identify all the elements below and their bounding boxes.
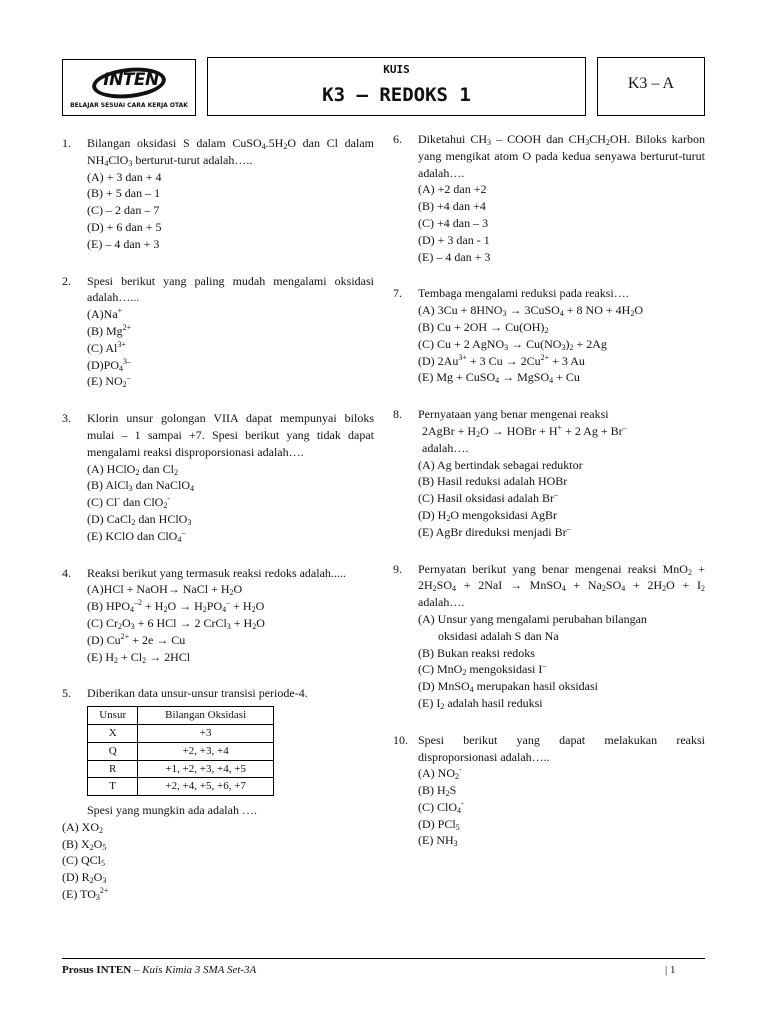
- option-sup: 2+: [122, 322, 132, 332]
- option-sup: –: [126, 373, 131, 383]
- option-text: (D) 2Au: [418, 353, 459, 368]
- option-sub: 5: [101, 859, 105, 869]
- option-sub: 2: [89, 876, 94, 886]
- option[interactable]: [87, 340, 374, 357]
- reaction-equation: [418, 423, 705, 440]
- option-text: dan ClO: [120, 495, 164, 510]
- table-cell: +3: [138, 724, 274, 742]
- option-sub: 2: [202, 605, 207, 615]
- stem-text: ClO: [108, 152, 129, 167]
- option[interactable]: [418, 782, 705, 799]
- eq-text: O → HOBr + H: [480, 423, 558, 438]
- eq-sup: +: [557, 422, 563, 432]
- option-text: O: [233, 582, 243, 597]
- option-sup: 2+: [540, 352, 550, 362]
- option-sub: 4: [190, 484, 194, 494]
- option-text: (C) Al: [87, 340, 118, 355]
- option[interactable]: [87, 615, 374, 632]
- option-text: mengoksidasi I: [466, 662, 543, 677]
- stem-sub: 3: [128, 158, 133, 168]
- question-2: [62, 273, 374, 391]
- footer-divider: [62, 958, 705, 959]
- option-sub: 2: [630, 309, 635, 319]
- stem-text: + 2H: [418, 561, 705, 593]
- option-text: + H: [142, 599, 164, 614]
- option[interactable]: [87, 581, 374, 598]
- eq-sup: –: [622, 422, 627, 432]
- option-text: O → H: [167, 599, 203, 614]
- page-number: | 1: [665, 964, 676, 976]
- option-text: oksidasi adalah S dan Na: [438, 628, 559, 643]
- stem-sub: 4: [104, 158, 109, 168]
- option[interactable]: (D) + 6 dan + 5: [87, 219, 162, 234]
- code-box: [597, 57, 705, 116]
- option[interactable]: (E) – 4 dan + 3: [87, 236, 160, 251]
- option[interactable]: [87, 373, 374, 390]
- option-sub: 5: [102, 842, 107, 852]
- option-text: O: [255, 599, 265, 614]
- option-text: (D) PCl: [418, 816, 456, 831]
- option[interactable]: [87, 357, 374, 374]
- eq-text: 2AgBr + H: [422, 423, 477, 438]
- option[interactable]: [418, 336, 705, 353]
- option-text: (E) Mg + CuSO: [418, 370, 496, 385]
- option-sup: –: [226, 598, 231, 608]
- question-7: [393, 285, 705, 386]
- question-stem: Diberikan data unsur-unsur transisi periode-4.: [87, 686, 308, 701]
- option[interactable]: [87, 306, 374, 323]
- option[interactable]: [62, 886, 374, 903]
- stem-sub: 4: [261, 142, 266, 151]
- option-sub: 3: [102, 876, 107, 886]
- option-text: dan NaClO: [132, 478, 190, 493]
- question-9: [393, 561, 705, 712]
- option-sub: 2: [455, 772, 459, 782]
- eq-sub: 2: [476, 429, 481, 439]
- question-number: 6.: [393, 132, 402, 146]
- option-text: merupakan hasil oksidasi: [473, 679, 598, 694]
- option-text: (A)HCl + NaOH→ NaCl + H: [87, 582, 230, 597]
- table-cell: +2, +4, +5, +6, +7: [138, 778, 274, 796]
- option[interactable]: [87, 598, 374, 615]
- stem-sub: 2: [662, 584, 667, 594]
- option-sub: 2: [99, 825, 103, 835]
- question-number: 5.: [62, 686, 71, 701]
- stem-sub: 2: [687, 567, 692, 577]
- option-sup: –: [542, 661, 547, 671]
- stem-sub: 2: [605, 138, 610, 147]
- stem-text: Pernyatan berikut yang benar mengenai reaksi MnO: [418, 561, 688, 576]
- table-cell: R: [88, 760, 138, 778]
- question-number: 10.: [393, 732, 408, 747]
- right-column: [393, 131, 705, 869]
- option[interactable]: [418, 695, 705, 712]
- option-sub: 2: [445, 789, 450, 799]
- table-row: [88, 724, 274, 742]
- option[interactable]: [87, 323, 374, 340]
- option[interactable]: (A) Ag bertindak sebagai reduktor: [418, 457, 583, 472]
- option[interactable]: [87, 461, 374, 478]
- option-sub: 3: [95, 893, 100, 903]
- option-text: + 8 NO + 4H: [563, 303, 631, 318]
- question-number: 8.: [393, 407, 402, 422]
- option-text: → MgSO: [499, 370, 550, 385]
- left-column: [62, 135, 374, 923]
- title-box: [207, 57, 586, 116]
- option-text: (E) NO: [87, 374, 123, 389]
- option[interactable]: [418, 490, 705, 507]
- stem-sub: 4: [621, 584, 626, 594]
- stem-sub: 2: [601, 584, 606, 594]
- option-sub: 2: [462, 668, 467, 678]
- option-text: O: [256, 615, 265, 630]
- option[interactable]: (A) +2 dan +2: [418, 182, 487, 197]
- table-cell: X: [88, 724, 138, 742]
- stem-text: berturut-turut adalah…..: [132, 152, 253, 167]
- option-text: → 3CuSO: [506, 303, 560, 318]
- stem-sub: 4: [452, 584, 457, 594]
- stem-text: CH: [589, 132, 606, 146]
- option-sub: 4: [177, 534, 182, 544]
- question-stem: [87, 135, 374, 169]
- option-text: (B) AlCl: [87, 478, 129, 493]
- option-sub: 4: [222, 605, 227, 615]
- table-header-row: [88, 707, 274, 725]
- option[interactable]: [62, 836, 374, 853]
- option-sup: -: [459, 765, 462, 775]
- question-stem: [418, 131, 705, 181]
- option[interactable]: [418, 302, 705, 319]
- option-text: O mengoksidasi AgBr: [450, 507, 557, 522]
- option[interactable]: [418, 816, 705, 833]
- table-row: [88, 742, 274, 760]
- question-10: [393, 732, 705, 850]
- option-sub: 2: [131, 517, 136, 527]
- option-sup: 3+: [117, 339, 126, 349]
- option[interactable]: [87, 649, 374, 666]
- option-sub: 2: [163, 605, 168, 615]
- eq-text: + 2 Ag + Br: [562, 423, 623, 438]
- logo-tagline: BELAJAR SESUAI CARA KERJA OTAK: [70, 102, 188, 109]
- table-row: [88, 778, 274, 796]
- question-6: [393, 131, 705, 265]
- option-text: O: [93, 836, 103, 851]
- option-sup: –: [566, 523, 571, 533]
- option-text: adalah hasil reduksi: [444, 695, 543, 710]
- stem-text: + 2NaI → MnSO: [456, 578, 562, 593]
- option-text: (D) Cu: [87, 632, 121, 647]
- stem-text: + 2H: [625, 578, 663, 593]
- table-cell: T: [88, 778, 138, 796]
- option[interactable]: [418, 678, 705, 695]
- option-sub: 4: [457, 805, 461, 815]
- option[interactable]: (B) +4 dan +4: [418, 199, 486, 214]
- option-text: (B) Cu + 2OH → Cu(OH): [418, 319, 545, 334]
- option[interactable]: (A) + 3 dan + 4: [87, 169, 162, 184]
- option-sub: 2: [135, 467, 140, 477]
- option-text: + 2Ag: [573, 336, 607, 351]
- question-stem: Tembaga mengalami reduksi pada reaksi….: [418, 286, 629, 301]
- option-sup: –: [181, 527, 186, 537]
- table-cell: +1, +2, +3, +4, +5: [138, 760, 274, 778]
- option-sub: 4: [495, 376, 500, 386]
- question-3: [62, 410, 374, 544]
- stem-text: O + I: [666, 578, 702, 593]
- option-text: (E) I: [418, 695, 441, 710]
- stem-sub: 3: [487, 138, 492, 147]
- question-stem: Spesi berikut yang paling mudah mengalami oksidasi adalah…...: [87, 273, 374, 305]
- quiz-label: KUIS: [383, 63, 410, 76]
- option-sub: 3: [187, 517, 192, 527]
- stem-text: OH. Biloks karbon yang mengikat atom O pada kedua senyawa berturut-turut adalah….: [418, 132, 705, 180]
- question-8: [393, 406, 705, 540]
- option[interactable]: [87, 632, 374, 649]
- stem-text: Diketahui CH: [418, 132, 488, 146]
- question-stem: Spesi berikut yang dapat melakukan reaksi disproporsionasi adalah…..: [418, 732, 705, 764]
- question-stem: Reaksi berikut yang termasuk reaksi redoks adalah.....: [87, 565, 346, 580]
- stem-sub: 2: [283, 142, 288, 151]
- question-4: [62, 565, 374, 666]
- option-sup: 2+: [99, 886, 109, 896]
- option[interactable]: (B) Hasil reduksi adalah HOBr: [418, 474, 568, 489]
- option-sub: 2: [252, 621, 257, 631]
- option-text: S: [449, 783, 457, 798]
- option[interactable]: [87, 494, 374, 511]
- option-sub: 4: [559, 309, 564, 319]
- option[interactable]: (E) – 4 dan + 3: [418, 249, 491, 264]
- option-sup: +: [117, 306, 123, 316]
- option[interactable]: [418, 611, 705, 645]
- stem-text: – COOH dan CH: [491, 132, 586, 146]
- question-stem: Pernyataan yang benar mengenai reaksi: [418, 407, 609, 422]
- option[interactable]: [418, 765, 705, 782]
- stem-sub: 2: [432, 584, 437, 594]
- option-text: (C) MnO: [418, 662, 463, 677]
- option-text: (C) Hasil oksidasi adalah Br: [418, 491, 554, 506]
- option-sub: 2: [229, 588, 234, 598]
- option-text: dan HClO: [135, 511, 188, 526]
- option-text: (A) Unsur yang mengalami perubahan bilangan: [418, 611, 647, 626]
- option-text: O: [122, 615, 131, 630]
- option-sub: 3: [561, 342, 566, 352]
- option-text: (A) XO: [62, 819, 99, 834]
- option-text: → 2HCl: [146, 649, 191, 664]
- question-1: [62, 135, 374, 253]
- option[interactable]: [418, 832, 705, 849]
- option-text: (A)Na: [87, 307, 118, 322]
- option-text: (E) H: [87, 649, 114, 664]
- option[interactable]: (B) + 5 dan – 1: [87, 186, 161, 201]
- option-sub: 2: [446, 513, 451, 523]
- option-text: dan Cl: [139, 461, 174, 476]
- option-text: + 2e → Cu: [129, 632, 186, 647]
- question-number: 1.: [62, 136, 71, 150]
- option-sub: 4: [469, 685, 474, 695]
- option-text: (C) Cu + 2 AgNO: [418, 336, 505, 351]
- option-text: (C) QCl: [62, 853, 101, 868]
- option[interactable]: [418, 319, 705, 336]
- table-header: Unsur: [88, 707, 138, 725]
- option-text: (E) TO: [62, 887, 96, 902]
- option-sub: 3: [226, 621, 231, 631]
- option-sup: –: [553, 490, 558, 500]
- option-text: (A) NO: [418, 766, 455, 781]
- question-stem: Klorin unsur golongan VIIA dapat mempunyai biloks mulai – 1 sampai +7. Spesi berikut yang tidak dapat mengalami reaksi disproporsionasi adalah….: [87, 411, 374, 459]
- option-text: O: [93, 870, 103, 885]
- option-sub: 3: [130, 621, 135, 631]
- option-text: + 3 Au: [549, 353, 585, 368]
- question-number: 7.: [393, 286, 402, 301]
- option-text: PO: [206, 599, 223, 614]
- stem-text: O dan Cl dalam NH: [87, 136, 374, 167]
- option-text: (D) R: [62, 870, 90, 885]
- table-cell: Q: [88, 742, 138, 760]
- stem-text: SO: [605, 578, 622, 593]
- option[interactable]: (B) Bukan reaksi redoks: [418, 645, 535, 660]
- footer-brand: Prosus INTEN: [62, 964, 132, 976]
- option[interactable]: [418, 661, 705, 678]
- option-sub: 2: [118, 621, 122, 631]
- option-text: (E) NH: [418, 833, 454, 848]
- option[interactable]: (D) + 3 dan - 1: [418, 232, 490, 247]
- option[interactable]: (C) – 2 dan – 7: [87, 203, 160, 218]
- option-sub: 3: [502, 309, 507, 319]
- option-text: (D)PO: [87, 357, 119, 372]
- question-stem: [418, 561, 705, 611]
- option-sub: 2: [174, 467, 178, 477]
- option-text: O: [634, 303, 643, 318]
- option-text: (B) H: [418, 783, 446, 798]
- option-sub: 3: [128, 484, 133, 494]
- option-text: (A) HClO: [87, 461, 136, 476]
- option-sub: 3: [504, 342, 509, 352]
- option-sub: 2: [122, 380, 127, 390]
- option-sub: 2: [163, 501, 168, 511]
- option[interactable]: [62, 869, 374, 886]
- option-sub: 2: [569, 342, 574, 352]
- set-code: K3 – A: [627, 75, 675, 92]
- stem-text: SO: [436, 578, 453, 593]
- table-header: Bilangan Oksidasi: [138, 707, 274, 725]
- option[interactable]: [418, 353, 705, 370]
- option[interactable]: [87, 528, 374, 545]
- option-sup: -: [167, 494, 171, 504]
- option[interactable]: [418, 799, 705, 816]
- option[interactable]: [62, 852, 374, 869]
- stem-text: .5H: [265, 136, 284, 150]
- option[interactable]: [62, 819, 374, 836]
- option-text: + H: [230, 599, 252, 614]
- question-stem-2: Spesi yang mungkin ada adalah ….: [87, 803, 257, 818]
- option-text: (C) ClO: [418, 799, 457, 814]
- option-text: + 3 Cu → 2Cu: [466, 353, 541, 368]
- table-row: [88, 760, 274, 778]
- option-text: (C) Cl: [87, 495, 118, 510]
- option-sub: 2: [142, 655, 147, 665]
- option-sub: 2: [544, 325, 549, 335]
- footer-dash: –: [131, 964, 143, 976]
- option[interactable]: [87, 477, 374, 494]
- table-cell: +2, +3, +4: [138, 742, 274, 760]
- question-number: 3.: [62, 411, 71, 426]
- question-number: 2.: [62, 273, 71, 288]
- option-sub: 2: [251, 605, 256, 615]
- option[interactable]: [418, 369, 705, 386]
- option-text: + Cl: [118, 649, 143, 664]
- option-sup: 2+: [120, 631, 130, 641]
- stem-sub: 2: [701, 584, 706, 594]
- question-5: [62, 685, 374, 903]
- stem-text: adalah….: [418, 595, 465, 610]
- stem-text: + Na: [565, 578, 602, 593]
- option-text: + H: [230, 615, 253, 630]
- option-text: (A) 3Cu + 8HNO: [418, 303, 503, 318]
- option-text: → Cu(NO: [508, 336, 562, 351]
- footer-text: [62, 964, 256, 976]
- stem-sub: 3: [585, 138, 590, 147]
- option-text: (D) MnSO: [418, 679, 470, 694]
- option[interactable]: (C) +4 dan – 3: [418, 215, 489, 230]
- option-sub: 2: [440, 701, 445, 711]
- option[interactable]: [87, 511, 374, 528]
- option-text: (E) AgBr direduksi menjadi Br: [418, 524, 567, 539]
- oxidation-table: [87, 706, 274, 796]
- stem-sub: 4: [561, 584, 566, 594]
- option-text: (C) Cr: [87, 615, 118, 630]
- option-sub: 4: [130, 605, 135, 615]
- option-sub: 3: [453, 839, 458, 849]
- option-text: (E) KClO dan ClO: [87, 528, 178, 543]
- option-text: (B) X: [62, 836, 90, 851]
- option-text: + 6 HCl → 2 CrCl: [134, 615, 227, 630]
- option[interactable]: [418, 507, 705, 524]
- page-title: K3 – REDOKS 1: [322, 84, 471, 106]
- option[interactable]: [418, 524, 705, 541]
- option-text: ): [565, 336, 570, 351]
- option-sub: 2: [114, 655, 118, 665]
- option-sub: 4: [549, 376, 554, 386]
- logo-word: INTEN: [103, 70, 159, 90]
- question-stem-2: adalah….: [422, 440, 469, 455]
- option-sup: –2: [134, 598, 143, 608]
- option-sub: 2: [89, 842, 94, 852]
- footer-subtitle: Kuis Kimia 3 SMA Set-3A: [142, 964, 257, 976]
- option-sub: 4: [119, 363, 123, 373]
- question-number: 9.: [393, 561, 402, 576]
- question-number: 4.: [62, 565, 71, 580]
- option-text: + Cu: [553, 370, 580, 385]
- option-sup: 3–: [123, 356, 131, 366]
- logo-box: [62, 59, 196, 116]
- option-text: (B) HPO: [87, 599, 131, 614]
- option-sup: 3+: [458, 352, 467, 362]
- option-sup: -: [117, 494, 121, 504]
- option-sub: 5: [455, 822, 460, 832]
- option-text: (D) H: [418, 507, 447, 522]
- option-sup: -: [461, 798, 464, 808]
- stem-text: Bilangan oksidasi S dalam CuSO: [87, 136, 262, 150]
- option-text: (B) Mg: [87, 323, 123, 338]
- option-text: (D) CaCl: [87, 511, 132, 526]
